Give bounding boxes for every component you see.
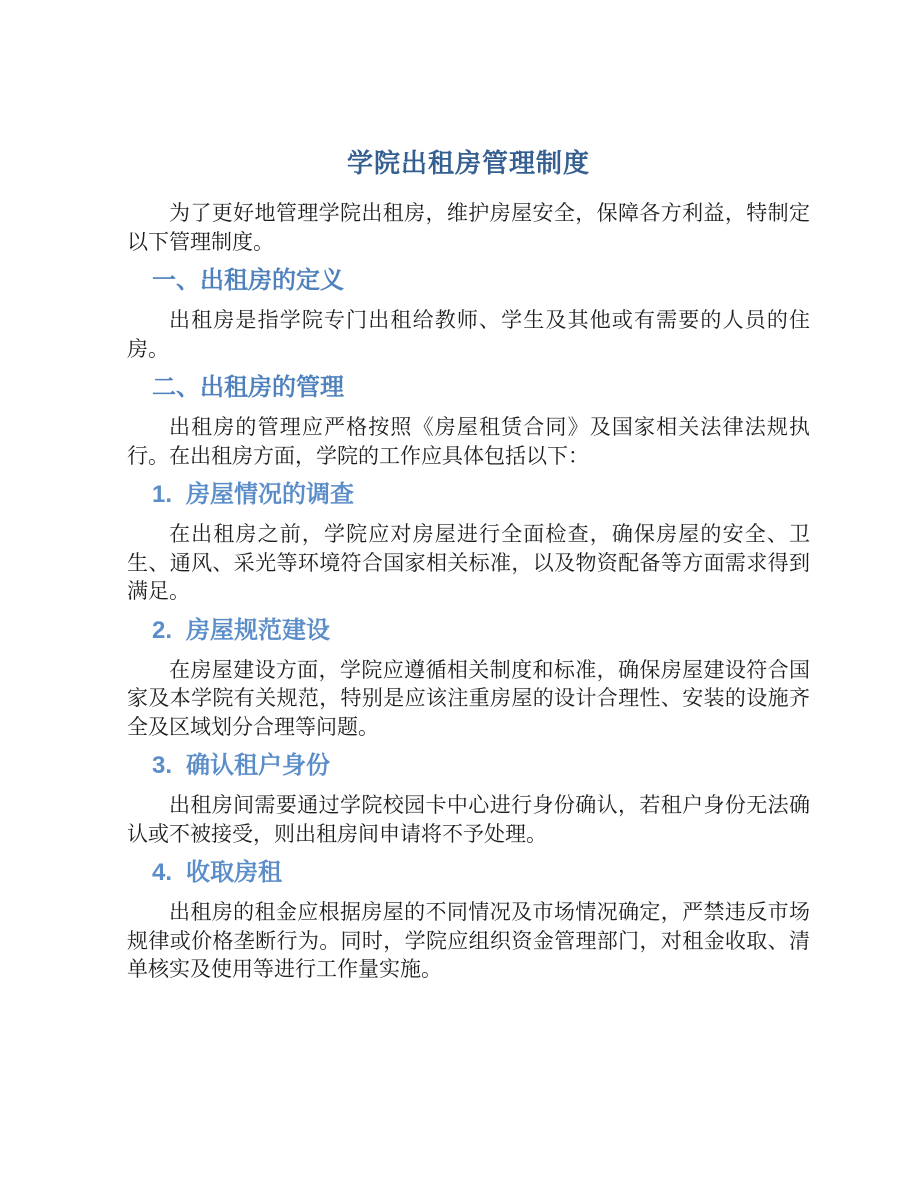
document-title: 学院出租房管理制度 (346, 149, 590, 178)
numbered-heading-3-number: 3. (152, 752, 173, 779)
numbered-heading-4-label: 收取房租 (186, 859, 283, 886)
item-3-paragraph: 出租房间需要通过学院校园卡中心进行身份确认，若租户身份无法确认或不被接受，则出租房间申请将不予处理。 (127, 793, 810, 846)
numbered-heading-3 (127, 751, 810, 781)
numbered-heading-4-number: 4. (152, 859, 173, 886)
item-1-paragraph: 在出租房之前，学院应对房屋进行全面检查，确保房屋的安全、卫生、通风、采光等环境符合国家相关标准，以及物资配备等方面需求得到满足。 (127, 522, 810, 603)
numbered-heading-2-number: 2. (152, 616, 173, 644)
section-heading-1: 一、出租房的定义 (152, 267, 344, 294)
numbered-heading-1-label: 房屋情况的调查 (186, 481, 355, 508)
item-4-paragraph: 出租房的租金应根据房屋的不同情况及市场情况确定，严禁违反市场规律或价格垄断行为。同时，学院应组织资金管理部门，对租金收取、清单核实及使用等进行工作量实施。 (127, 900, 810, 981)
numbered-heading-1 (127, 480, 810, 510)
section-2-paragraph: 出租房的管理应严格按照《房屋租赁合同》及国家相关法律法规执行。在出租房方面，学院的工作应具体包括以下： (127, 415, 810, 468)
section-1-paragraph: 出租房是指学院专门出租给教师、学生及其他或有需要的人员的住房。 (127, 308, 810, 361)
intro-paragraph: 为了更好地管理学院出租房，维护房屋安全，保障各方利益，特制定以下管理制度。 (127, 201, 810, 254)
numbered-heading-4 (127, 858, 810, 888)
numbered-heading-2 (127, 616, 810, 646)
numbered-heading-1-number: 1. (152, 481, 173, 508)
section-heading-2: 二、出租房的管理 (152, 374, 344, 401)
item-2-paragraph: 在房屋建设方面，学院应遵循相关制度和标准，确保房屋建设符合国家及本学院有关规范，特别是应该注重房屋的设计合理性、安装的设施齐全及区域划分合理等问题。 (127, 657, 810, 739)
numbered-heading-2-label: 房屋规范建设 (186, 616, 331, 644)
numbered-heading-3-label: 确认租户身份 (186, 752, 331, 779)
